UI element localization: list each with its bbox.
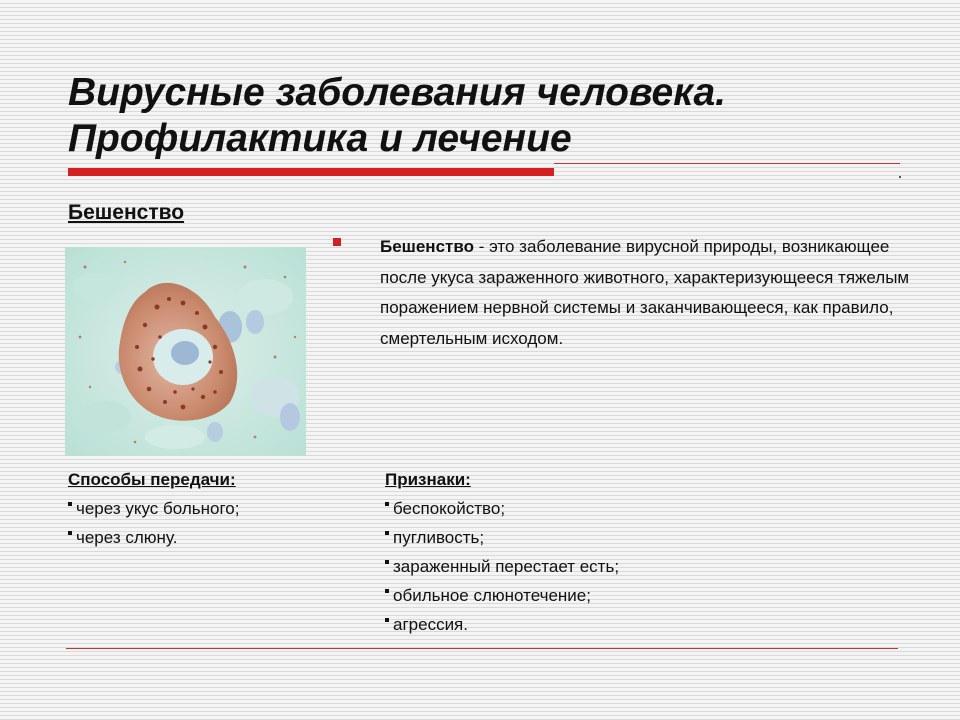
- bullet-icon: [385, 502, 389, 506]
- list-item-text: через слюну.: [76, 528, 178, 547]
- signs-list: [385, 494, 619, 639]
- list-item-text: обильное слюнотечение;: [393, 586, 591, 605]
- list-item-text: агрессия.: [393, 615, 468, 634]
- list-item: [68, 523, 239, 552]
- bullet-icon: [385, 618, 389, 622]
- list-item-text: беспокойство;: [393, 499, 506, 518]
- definition-body: - это заболевание вирусной природы, возникающее после укуса зараженного животного, характеризующееся тяжелым поражением нервной системы и заканчивающееся, как правило, смертельным исходом.: [380, 237, 910, 348]
- slide-title: [68, 70, 928, 162]
- footer-rule: [66, 648, 898, 649]
- bullet-icon: [68, 531, 72, 535]
- section-subtitle: Бешенство: [68, 201, 185, 224]
- bullet-icon: [68, 502, 72, 506]
- signs-section: [385, 468, 619, 639]
- definition-term: Бешенство: [380, 237, 474, 256]
- bullet-icon: [385, 560, 389, 564]
- decorative-dot: [899, 176, 901, 178]
- title-line-2: Профилактика и лечение: [68, 117, 572, 160]
- transmission-section: [68, 468, 239, 552]
- transmission-list: [68, 494, 239, 552]
- list-item: [385, 552, 619, 581]
- title-line-1: Вирусные заболевания человека.: [68, 71, 726, 114]
- list-item-text: пугливость;: [393, 528, 485, 547]
- title-underline-red: [68, 168, 554, 176]
- definition-text: [380, 232, 920, 354]
- microscope-cell-image: [65, 247, 306, 456]
- list-item: [385, 523, 619, 552]
- list-item-text: через укус больного;: [76, 499, 240, 518]
- signs-heading: Признаки:: [385, 470, 471, 489]
- definition-bullet-icon: [333, 238, 341, 246]
- list-item: [385, 494, 619, 523]
- bullet-icon: [385, 531, 389, 535]
- list-item: [68, 494, 239, 523]
- list-item: [385, 610, 619, 639]
- title-underline-thin: [554, 163, 900, 164]
- list-item-text: зараженный перестает есть;: [393, 557, 620, 576]
- list-item: [385, 581, 619, 610]
- transmission-heading: Способы передачи:: [68, 470, 236, 489]
- bullet-icon: [385, 589, 389, 593]
